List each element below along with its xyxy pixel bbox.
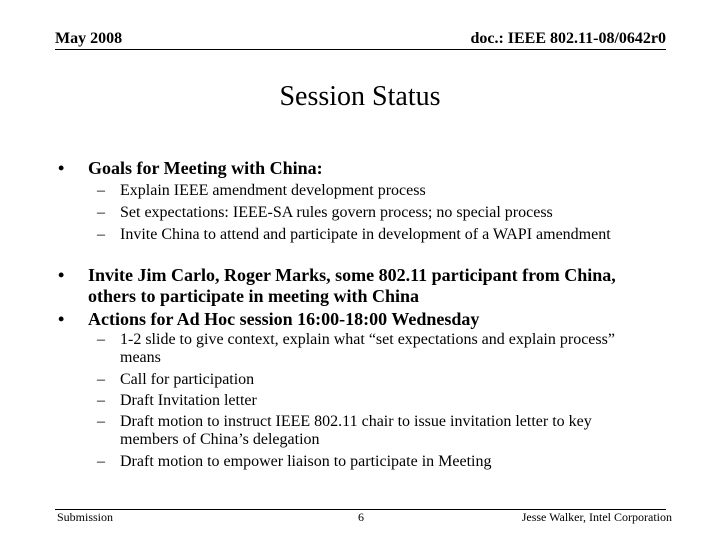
header-rule — [55, 49, 666, 50]
sub-bullet — [97, 371, 650, 389]
sub-bullet-text: 1-2 slide to give context, explain what “set expectations and explain process” means — [120, 331, 615, 366]
dash-marker: – — [97, 204, 105, 221]
header-date: May 2008 — [55, 30, 123, 47]
footer-submission: Submission — [57, 510, 114, 524]
bullet-actions — [58, 309, 648, 330]
sub-bullet-text: Invite China to attend and participate in development of a WAPI amendment — [120, 226, 611, 243]
dash-marker: – — [97, 392, 105, 409]
sub-bullet — [97, 204, 650, 222]
bullet-invite — [58, 265, 648, 307]
sub-bullet-text: Explain IEEE amendment development process — [120, 182, 426, 199]
sub-bullet — [97, 392, 650, 410]
footer-author: Jesse Walker, Intel Corporation — [521, 510, 672, 524]
sub-bullet-text: Call for participation — [120, 371, 255, 388]
sub-bullet — [97, 331, 650, 367]
footer-page-number: 6 — [358, 510, 364, 524]
bullet-dot: • — [58, 309, 65, 329]
sub-bullet-text: Draft motion to empower liaison to participate in Meeting — [120, 453, 492, 470]
header-doc-id: doc.: IEEE 802.11-08/0642r0 — [470, 30, 666, 47]
sub-bullet-text: Draft Invitation letter — [120, 392, 257, 409]
dash-marker: – — [97, 453, 105, 470]
dash-marker: – — [97, 371, 105, 388]
dash-marker: – — [97, 182, 105, 199]
bullet-dot: • — [58, 265, 65, 285]
sub-bullet — [97, 413, 650, 449]
bullet-actions-text: Actions for Ad Hoc session 16:00-18:00 Wednesday — [88, 309, 480, 329]
sub-bullet-text: Set expectations: IEEE-SA rules govern process; no special process — [120, 204, 553, 221]
dash-marker: – — [97, 226, 105, 243]
slide-title: Session Status — [279, 81, 441, 112]
bullet-goals-text: Goals for Meeting with China: — [88, 158, 323, 178]
sub-bullet — [97, 226, 650, 244]
bullet-goals — [58, 158, 648, 179]
sub-bullet — [97, 453, 650, 471]
dash-marker: – — [97, 413, 105, 430]
bullet-dot: • — [58, 158, 65, 178]
dash-marker: – — [97, 331, 105, 348]
sub-bullet — [97, 182, 650, 200]
bullet-invite-text: Invite Jim Carlo, Roger Marks, some 802.11 participant from China, others to participate in meeting with China — [88, 265, 616, 306]
sub-bullet-text: Draft motion to instruct IEEE 802.11 chair to issue invitation letter to key members of China’s delegation — [120, 413, 592, 448]
